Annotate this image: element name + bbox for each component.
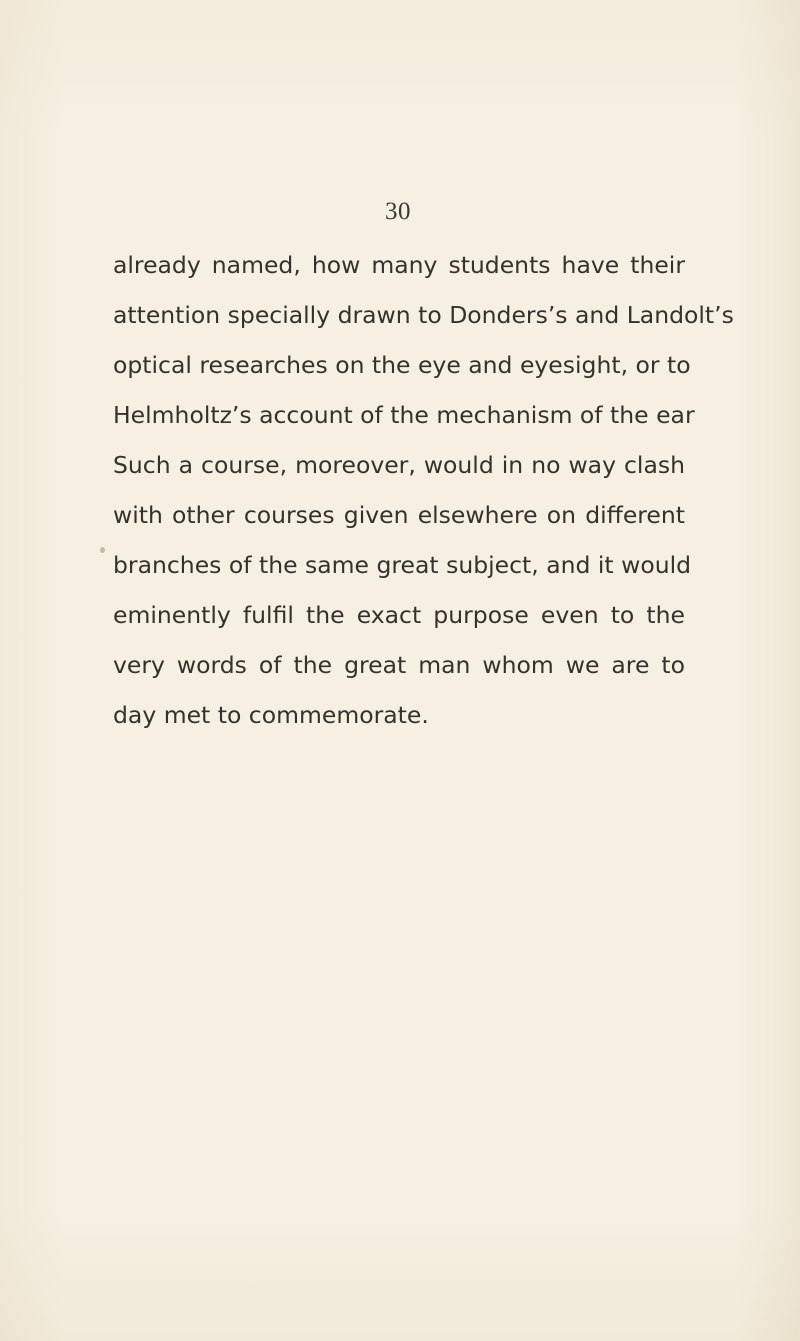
text-line: optical researches on the eye and eyesight, or to bbox=[113, 351, 691, 379]
paper-blemish bbox=[100, 547, 105, 553]
text-line: very words of the great man whom we are to bbox=[113, 651, 685, 679]
text-line: day met to commemorate. bbox=[113, 701, 429, 729]
text-line: branches of the same great subject, and it would bbox=[113, 551, 692, 579]
page-number: 30 bbox=[385, 198, 411, 225]
text-line: Such a course, moreover, would in no way clash bbox=[113, 451, 685, 479]
text-line: Helmholtz’s account of the mechanism of the ear bbox=[113, 401, 695, 429]
body-paragraph bbox=[113, 240, 734, 740]
text-line: with other courses given elsewhere on different bbox=[113, 501, 685, 529]
text-line: already named, how many students have their bbox=[113, 251, 685, 279]
text-line: attention specially drawn to Donders’s and Landolt’s bbox=[113, 301, 734, 329]
text-line: eminently fulfil the exact purpose even to the bbox=[113, 601, 685, 629]
